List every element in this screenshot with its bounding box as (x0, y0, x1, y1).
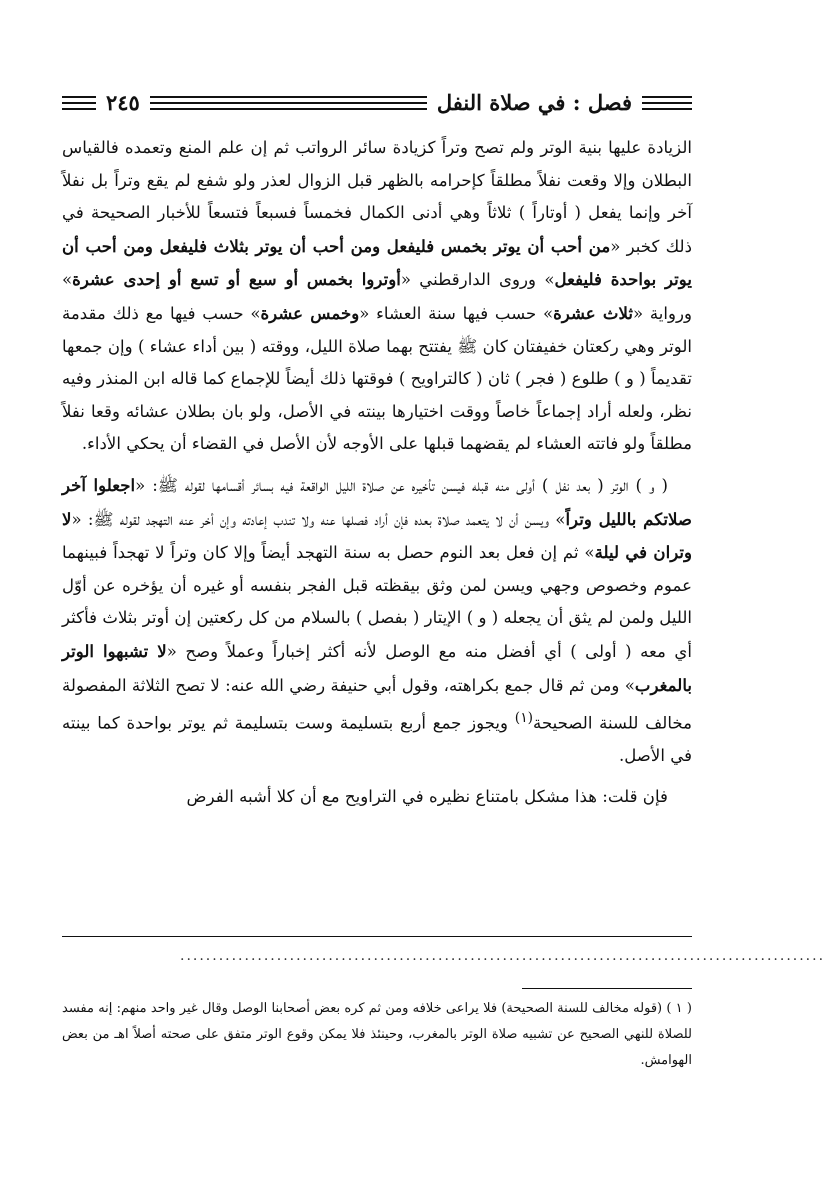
footnote-ref[interactable]: (١) (514, 710, 534, 727)
chapter-title: فصل : في صلاة النفل (427, 88, 642, 118)
dotted-line: .................................................................................................... (180, 948, 825, 964)
paragraph: ( و ) الوتر ( بعد نفل ) أولى منه قبله فيسن تأخيره عن صلاة الليل الواقعة فيه بسائر أقسامها لقوله ﷺ: «اجعلوا آخر صلاتكم بالليل وتراً» ويسن أن لا يتعمد صلاة بعده فإن أراد فصلها عنه ولا تندب إعادته وإن أخر عنه التهجد لقوله ﷺ: «لا وتران في ليلة» ثم إن فعل بعد النوم حصل به سنة التهجد أيضاً وإلا كان وتراً لا تهجداً فبينهما عموم وخصوص وجهي ويسن لمن وثق بيقظته قبل الفجر بنفسه أو غيره أن يؤخره عن أوّل الليل ولمن لم يثق أن يجعله ( و ) الإيتار ( بفصل ) بالسلام من كل ركعتين إن أوتر بثلاث فأكثر أي معه ( أولى ) أي أفضل منه مع الوصل لأنه أكثر إخباراً وعملاً وصح «لا تشبهوا الوتر بالمغرب» ومن ثم قال جمع بكراهته، وقول أبي حنيفة رضي الله عنه: لا تصح الثلاثة المفصولة مخالف للسنة الصحيحة$^{(١)}$ ويجوز جمع أربع بتسليمة وست بتسليمة ثم يوتر بواحدة كما بينته في الأصل. (62, 474, 693, 766)
footnote (62, 996, 692, 1074)
paragraph: الزيادة عليها بنية الوتر ولم تصح وتراً كزيادة سائر الرواتب ثم إن علم المنع وتعمده فالقياس البطلان وإلا وقعت نفلاً مطلقاً كإحرامه بالظهر قبل الزوال لعذر ولو شفع لم يقع وتراً بل نفلاً آخر وإنما يفعل ( أوتاراً ) ثلاثاً وهي أدنى الكمال فخمساً فسبعاً فتسعاً للأخبار الصحيحة في ذلك كخبر «من أحب أن يوتر بخمس فليفعل ومن أحب أن يوتر بثلاث فليفعل ومن أحب أن يوتر بواحدة فليفعل» وروى الدارقطني «أوتروا بخمس أو سبع أو تسع أو إحدى عشرة» ورواية «ثلاث عشرة» حسب فيها سنة العشاء «وخمس عشرة» حسب فيها مع ذلك مقدمة الوتر وهي ركعتان خفيفتان كان ﷺ يفتتح بهما صلاة الليل، ووقته ( بين أداء عشاء ) وإن جمعها تقديماً ( و ) طلوع ( فجر ) ثان ( كالتراويح ) فوقتها ذلك أيضاً للإجماع كما قاله ابن المنذر وفيه نظر، ولعله أراد إجماعاً خاصاً ووقت اختيارها بينته في الأصل، ولو بان بطلان عشائه وقعا نفلاً مطلقاً ولو فاتته العشاء لم يقضهما قبلها على الأوجه لأن الأصل في القضاء أن يحكي الأداء. (62, 138, 693, 454)
hadith-quote: وخمس عشرة (260, 302, 360, 323)
hadith-quote: اجعلوا آخر صلاتكم بالليل وتراً (62, 474, 692, 529)
footnote-text: ( ١ ) (قوله مخالف للسنة الصحيحة) فلا يراعى خلافه ومن ثم كره بعض أصحابنا الوصل وقال غير واحد منهم: إنه مفسد للصلاة للنهي الصحيح عن تشبيه صلاة الوتر بالمغرب، وحينئذ فلا يمكن وقوع الوتر متفق على صحته أصلاً اهـ من بعض الهوامش. (62, 1001, 692, 1068)
hadith-quote: ثلاث عشرة (553, 302, 633, 323)
main-text (62, 132, 692, 813)
paragraph: فإن قلت: هذا مشكل بامتناع نظيره في التراويح مع أن كلا أشبه الفرض (186, 786, 668, 806)
hadith-quote: من أحب أن يوتر بخمس فليفعل ومن أحب أن يوتر بثلاث فليفعل ومن أحب أن يوتر بواحدة فليفعل (62, 235, 692, 290)
page-number: ٢٤٥ (96, 88, 150, 118)
hadith-quote: لا تشبهوا الوتر بالمغرب (62, 640, 692, 695)
footnote-rule (522, 988, 692, 989)
text-separator (62, 936, 692, 937)
hadith-quote: أوتروا بخمس أو سبع أو تسع أو إحدى عشرة (72, 269, 401, 290)
hadith-quote: لا وتران في ليلة (62, 508, 692, 563)
page-header (62, 84, 692, 124)
